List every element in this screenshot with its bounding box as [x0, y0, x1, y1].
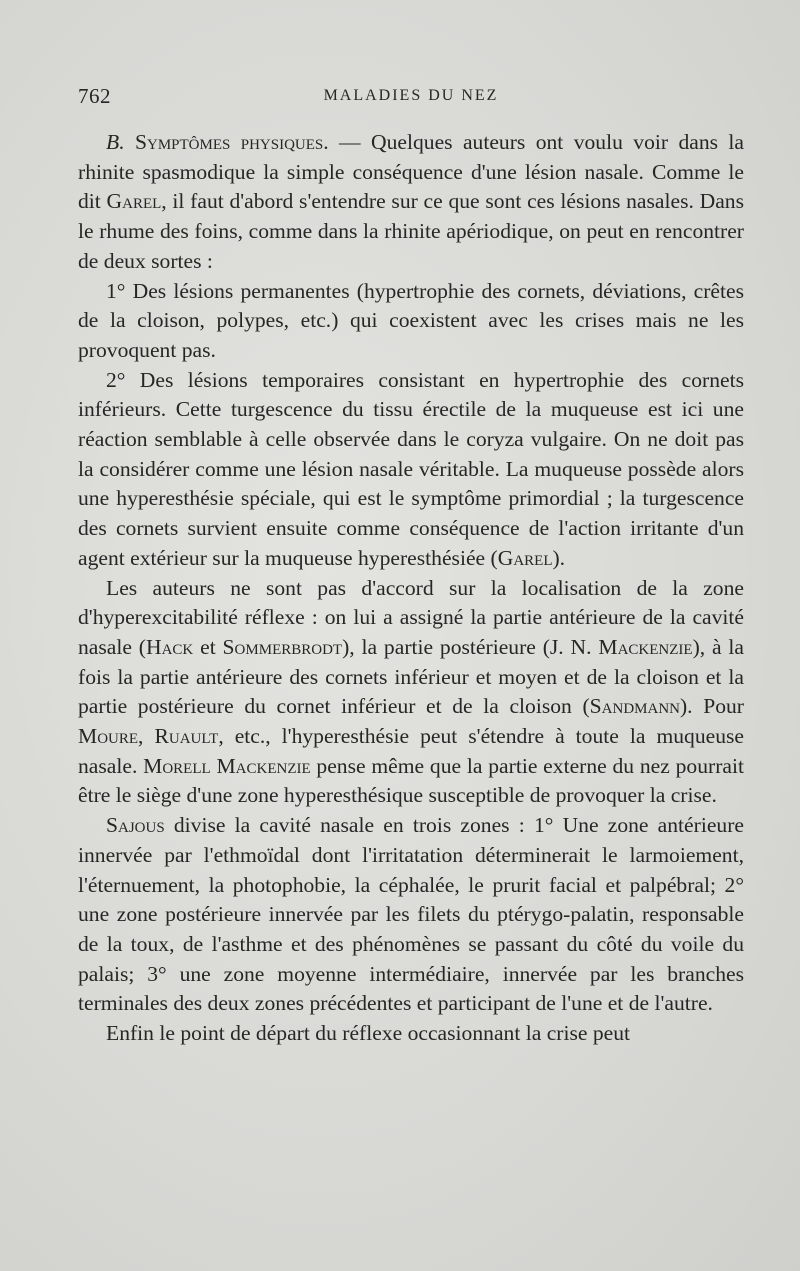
author-name: Sandmann [589, 694, 680, 719]
page-number: 762 [78, 84, 111, 108]
paragraph-point-de-depart: Enfin le point de départ du réflexe occasionnant la crise peut [106, 1021, 631, 1046]
text-run: , il faut d'abord s'entendre sur ce que sont ces lésions nasales. Dans le rhume des foins, comme dans la rhinite apériodique, on peut en rencontrer de deux sortes : [78, 189, 744, 273]
paragraph-symptomes-physiques [78, 128, 744, 277]
text-run: et [193, 634, 223, 659]
paragraph-localisation-zone [78, 574, 744, 812]
author-name: Hack [146, 634, 194, 659]
text-run: , [138, 724, 155, 749]
text-run: ). Pour [679, 694, 744, 719]
text-run: ), à la fois la partie antérieure des cornets inférieur et moyen et de la cloison et la partie postérieure du cornet inférieur et de la cloison ( [78, 634, 745, 719]
text-run: 2° Des lésions temporaires consistant en hypertrophie des cornets inférieurs. Cette turgescence du tissu érectile de la muqueuse est ici une réaction semblable à celle observée dans le coryza vulgaire. On ne doit pas la considérer comme une lésion nasale véritable. La muqueuse possède alors une hyperesthésie spéciale, qui est le symptôme primordial ; la turgescence des cornets survient ensuite comme conséquence de l'action irritante d'un agent extérieur sur la muqueuse hyperesthésiée ( [78, 367, 744, 570]
author-name: Garel [497, 545, 553, 570]
author-name: Ruault [154, 724, 219, 749]
body-text [78, 128, 744, 1049]
author-name: Mackenzie [598, 634, 693, 659]
paragraph-lesions-permanentes: 1° Des lésions permanentes (hypertrophie des cornets, déviations, crêtes de la cloison, polypes, etc.) qui coexistent avec les crises mais ne les provoquent pas. [78, 278, 744, 362]
author-name: Sajous [106, 813, 165, 838]
author-name: Moure [78, 724, 139, 749]
author-name: Sommerbrodt [222, 634, 343, 659]
paragraph-sajous-zones [78, 811, 744, 1019]
text-run: , etc., l'hyperesthésie peut s'étendre à toute la muqueuse nasale. [78, 724, 745, 778]
author-name: Morell Mackenzie [143, 753, 311, 778]
text-run: divise la cavité nasale en trois zones : 1° Une zone antérieure innervée par l'ethmoïdal dont l'irritatation déterminerait le larmoiement, l'éternuement, la photophobie, la céphalée, le prurit facial et palpébral; 2° une zone postérieure innervée par les filets du ptérygo-palatin, responsable de la toux, de l'asthme et des phénomènes se passant du côté du voile du palais; 3° une zone moyenne intermédiaire, innervée par les branches terminales des deux zones précédentes et participant de l'une et de l'autre. [78, 813, 744, 1016]
text-run: — Quelques auteurs ont voulu voir dans la rhinite spasmodique la simple conséquence d'une lésion nasale. Comme le dit [78, 130, 744, 214]
text-run: pense même que la partie externe du nez pourrait être le siège d'une zone hyperesthésique susceptible de provoquer la crise. [78, 753, 744, 808]
book-page [78, 84, 744, 1049]
paragraph-lesions-temporaires [78, 366, 744, 574]
text-run: Les auteurs ne sont pas d'accord sur la localisation de la zone d'hyperexcitabilité réflexe : on lui a assigné la partie antérieure de la cavité nasale ( [78, 575, 744, 659]
running-title: MALADIES DU NEZ [323, 87, 499, 104]
author-name: Garel [106, 189, 162, 214]
section-letter: B. [106, 130, 125, 154]
running-head [78, 84, 744, 114]
section-title: Symptômes physiques. [134, 130, 329, 154]
text-run: ), la partie postérieure (J. N. [342, 634, 599, 659]
text-run: ). [552, 545, 566, 570]
